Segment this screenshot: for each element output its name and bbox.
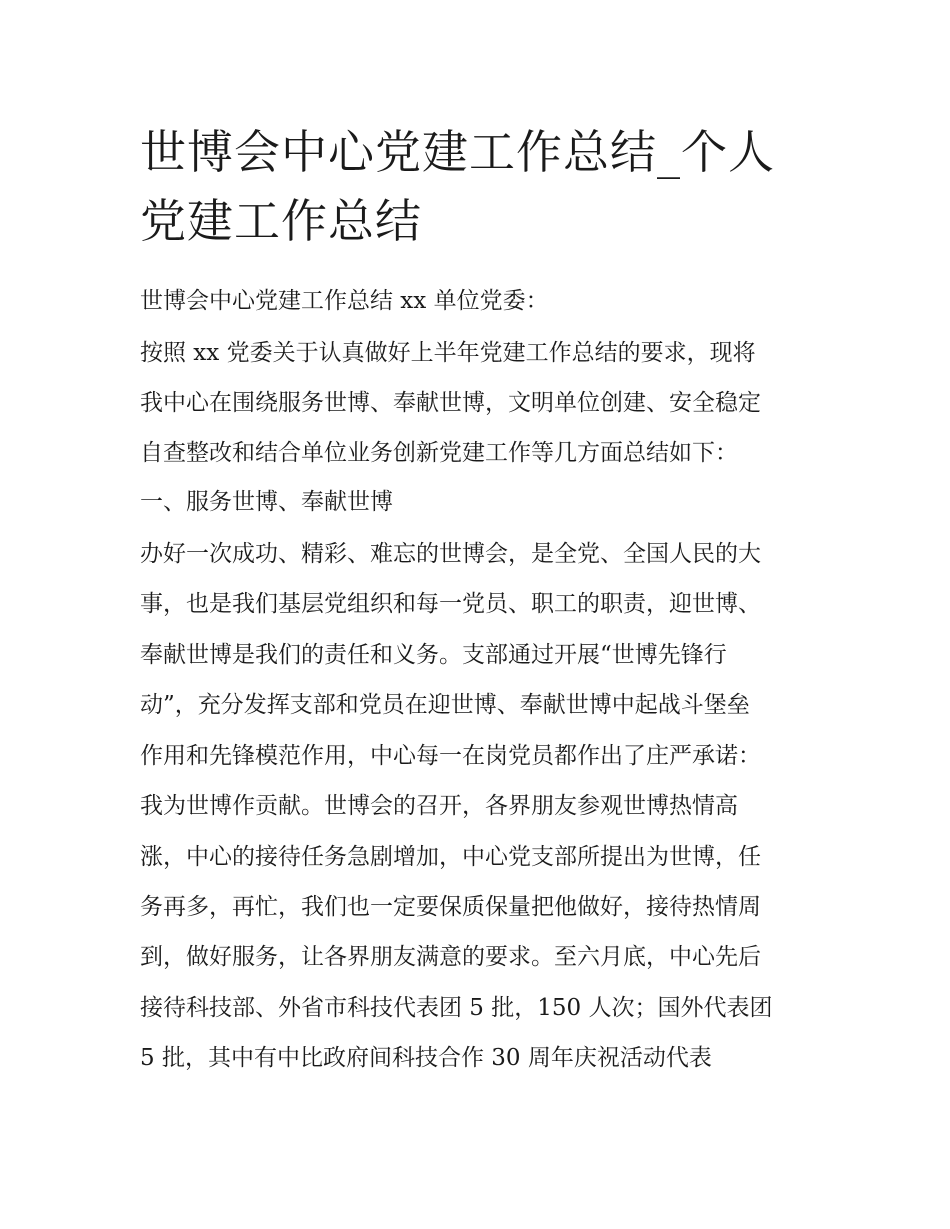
title-line-1: 世博会中心党建工作总结_个人 [140, 125, 775, 179]
body-line: 动”，充分发挥支部和党员在迎世博、奉献世博中起战斗堡垒 [140, 692, 750, 718]
body-line: 我中心在围绕服务世博、奉献世博，文明单位创建、安全稳定 [140, 390, 761, 416]
section-heading: 一、服务世博、奉献世博 [140, 489, 393, 515]
body-line: 我为世博作贡献。世博会的召开，各界朋友参观世博热情高 [140, 793, 738, 819]
body-line: 办好一次成功、精彩、难忘的世博会，是全党、全国人民的大 [140, 541, 761, 567]
body-line: 作用和先锋模范作用，中心每一在岗党员都作出了庄严承诺： [140, 743, 761, 769]
document-title [140, 118, 820, 256]
body-line-salutation: 世博会中心党建工作总结 xx 单位党委： [140, 288, 549, 314]
body-line: 到，做好服务，让各界朋友满意的要求。至六月底，中心先后 [140, 944, 761, 970]
title-line-2: 党建工作总结 [140, 194, 422, 248]
body-line: 5 批，其中有中比政府间科技合作 30 周年庆祝活动代表 [140, 1045, 712, 1071]
body-line: 涨，中心的接待任务急剧增加，中心党支部所提出为世博，任 [140, 844, 761, 870]
body-line: 事，也是我们基层党组织和每一党员、职工的职责，迎世博、 [140, 591, 761, 617]
body-line: 奉献世博是我们的责任和义务。支部通过开展“世博先锋行 [140, 642, 727, 668]
body-line: 自查整改和结合单位业务创新党建工作等几方面总结如下： [140, 440, 738, 466]
body-line: 按照 xx 党委关于认真做好上半年党建工作总结的要求，现将 [140, 340, 756, 366]
body-line: 接待科技部、外省市科技代表团 5 批，150 人次；国外代表团 [140, 995, 773, 1021]
body-line: 务再多，再忙，我们也一定要保质保量把他做好，接待热情周 [140, 894, 761, 920]
